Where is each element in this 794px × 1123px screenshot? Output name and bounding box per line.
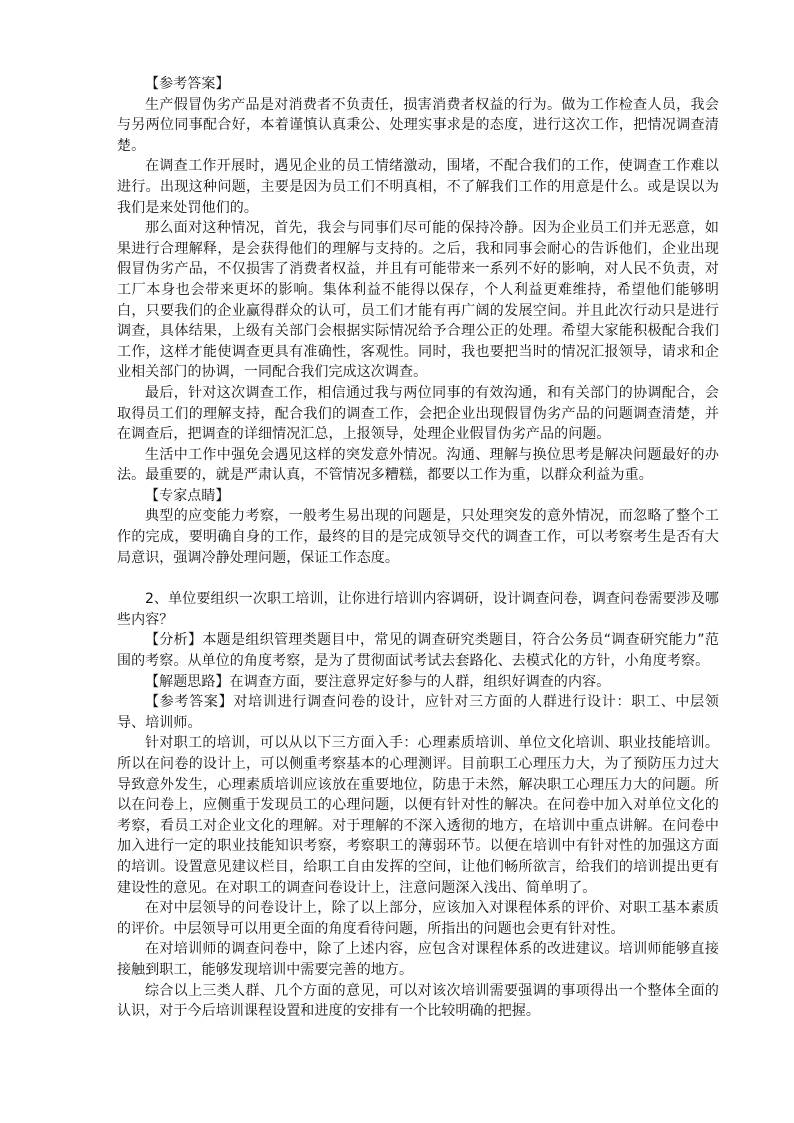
expert-heading: 【专家点睛】 bbox=[145, 487, 230, 504]
answer-paragraph: 生活中工作中强免会遇见这样的突发意外情况。沟通、理解与换位思考是解决问题最好的办法。最重要的，就是严肃认真，不管情况多糟糕，都要以工作为重，以群众利益为重。 bbox=[117, 446, 719, 484]
expert-paragraph: 典型的应变能力考察，一般考生易出现的问题是，只处理突发的意外情况，而忽略了整个工作的完成，要明确自身的工作，最终的目的是完成领导交代的调查工作，可以考察考生是否有大局意识，强调冷静处理问题，保证工作态度。 bbox=[117, 508, 719, 566]
answer-paragraph: 在对中层领导的问卷设计上，除了以上部分，应该加入对课程体系的评价、对职工基本素质的评价。中层领导可以用更全面的角度看待问题，所指出的问题也会更有针对性。 bbox=[117, 900, 719, 937]
analysis-paragraph: 【分析】本题是组织管理类题目中，常见的调查研究类题目，符合公务员“调查研究能力”范围的考察。从单位的角度考察，是为了贯彻面试考试去套路化、去模式化的方针，小角度考察。 bbox=[117, 632, 719, 670]
answer-heading: 【参考答案】 bbox=[145, 76, 230, 92]
answer-paragraph: 在对培训师的调查问卷中，除了上述内容，应包含对课程体系的改进建议。培训师能够直接接触到职工，能够发现培训中需要完善的地方。 bbox=[117, 941, 719, 978]
answer-paragraph: 那么面对这种情况，首先，我会与同事们尽可能的保持冷静。因为企业员工们并无恶意，如果进行合理解释，是会获得他们的理解与支持的。之后，我和同事会耐心的告诉他们，企业出现假冒伪劣产品，不仅损害了消费者权益，并且有可能带来一系列不好的影响，对人民不负责，对工厂本身也会带来更坏的影响。集体利益不能得以保存，个人利益更难维持，希望他们能够明白，只要我们的企业赢得群众的认可，员工们才能有再广阔的发展空间。并且此次行动只是进行调查，具体结果，上级有关部门会根据实际情况给予合理公正的处理。希望大家能积极配合我们工作，这样才能使调查更具有准确性，客观性。同时，我也要把当时的情况汇报领导，请求和企业相关部门的协调，一同配合我们完成这次调查。 bbox=[117, 220, 719, 381]
answer-paragraph: 最后，针对这次调查工作，相信通过我与两位同事的有效沟通，和有关部门的协调配合，会取得员工们的理解支持，配合我们的调查工作，会把企业出现假冒伪劣产品的问题调查清楚，并在调查后，把调查的详细情况汇总，上报领导，处理企业假冒伪劣产品的问题。 bbox=[117, 384, 719, 443]
question-text: 2、单位要组织一次职工培训，让你进行培训内容调研，设计调查问卷，调查问卷需要涉及哪些内容？ bbox=[117, 591, 719, 628]
answer-paragraph: 综合以上三类人群、几个方面的意见，可以对该次培训需要强调的事项得出一个整体全面的认识，对于今后培训课程设置和进度的安排有一个比较明确的把握。 bbox=[117, 982, 719, 1020]
answer-paragraph: 生产假冒伪劣产品是对消费者不负责任，损害消费者权益的行为。做为工作检查人员，我会与另两位同事配合好，本着谨慎认真秉公、处理实事求是的态度，进行这次工作，把情况调查清楚。 bbox=[117, 96, 719, 154]
answer-intro-paragraph: 【参考答案】对培训进行调查问卷的设计，应针对三方面的人群进行设计：职工、中层领导、培训师。 bbox=[117, 694, 719, 731]
answer-paragraph: 针对职工的培训，可以从以下三方面入手：心理素质培训、单位文化培训、职业技能培训。所以在问卷的设计上，可以侧重考察基本的心理测评。目前职工心理压力大，为了预防压力过大导致意外发生，心理素质培训应该放在重要地位，防患于未然，解决职工心理压力大的问题。所以在问卷上，应侧重于发现员工的心理问题，以便有针对性的解决。在问卷中加入对单位文化的考察，看员工对企业文化的理解。对于理解的不深入透彻的地方，在培训中重点讲解。在问卷中加入进行一定的职业技能知识考察，考察职工的薄弱环节。以便在培训中有针对性的加强这方面的培训。设置意见建议栏目，给职工自由发挥的空间，让他们畅所欲言，给我们的培训提出更有建设性的意见。在对职工的调查问卷设计上，注意问题深入浅出、简单明了。 bbox=[117, 735, 719, 896]
approach-paragraph: 【解题思路】在调查方面，要注意界定好参与的人群，组织好调查的内容。 bbox=[145, 673, 611, 690]
section-spacer bbox=[117, 568, 719, 589]
document-page bbox=[117, 74, 719, 1022]
answer-paragraph: 在调查工作开展时，遇见企业的员工情绪激动，围堵，不配合我们的工作，使调查工作难以进行。出现这种问题，主要是因为员工们不明真相，不了解我们工作的用意是什么。或是误以为我们是来处罚他们的。 bbox=[117, 158, 719, 216]
